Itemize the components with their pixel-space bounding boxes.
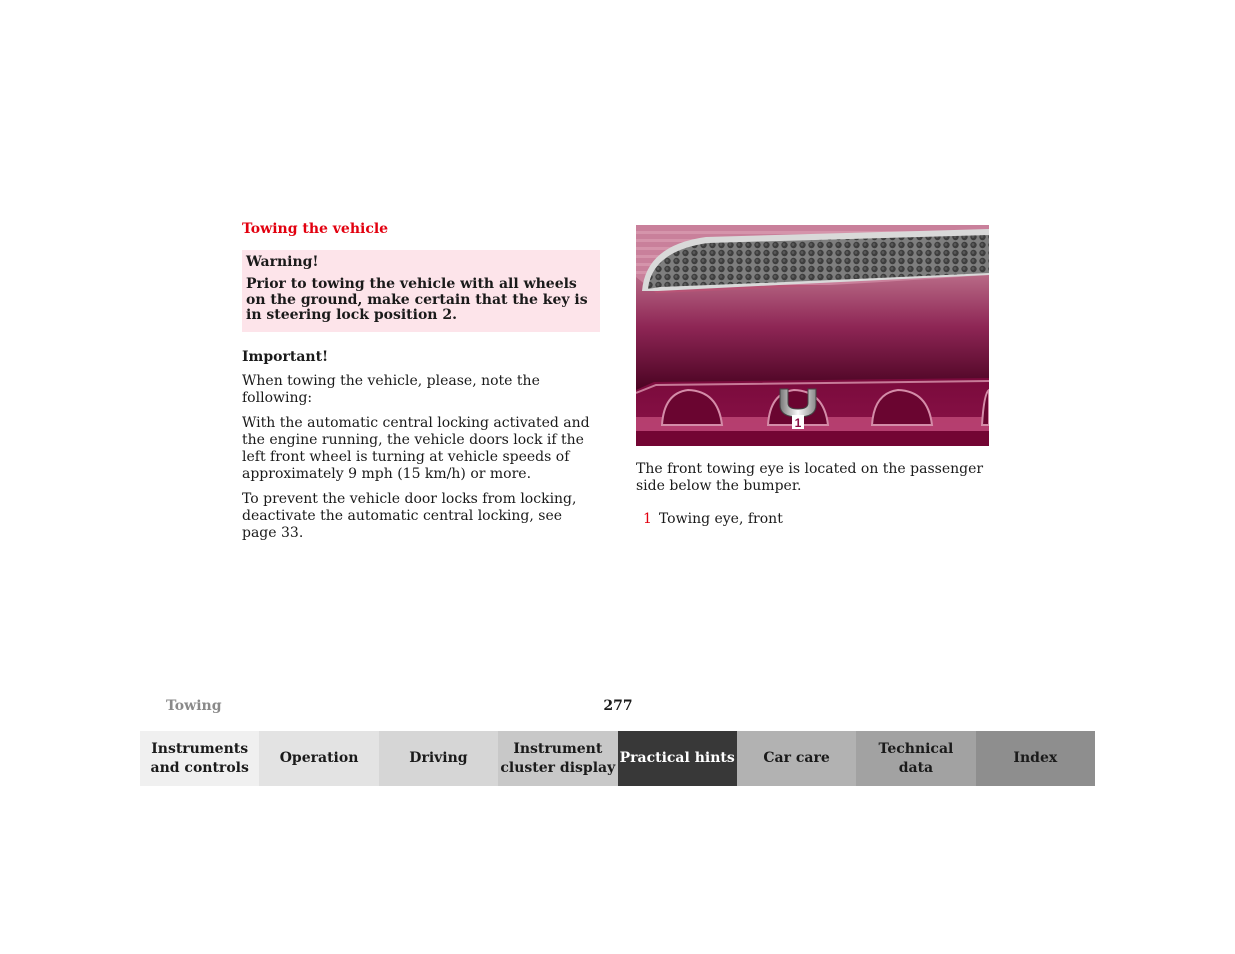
paragraph-central-locking: With the automatic central locking activated and the engine running, the vehicle doors lock if the left front wheel is turning at vehicle speeds of approximately 9 mph (15 km/h) or more.	[242, 414, 590, 482]
figure-caption: The front towing eye is located on the passenger side below the bumper.	[636, 461, 984, 494]
tab-index[interactable]: Index	[976, 731, 1095, 786]
legend-text: Towing eye, front	[658, 511, 783, 527]
page-number: 277	[603, 698, 633, 714]
chapter-tab-bar	[140, 731, 1095, 786]
tab-driving[interactable]: Driving	[379, 731, 498, 786]
paragraph-towing-note: When towing the vehicle, please, note the following:	[242, 372, 540, 406]
bumper-panel	[636, 275, 989, 390]
tab-operation[interactable]: Operation	[259, 731, 378, 786]
paragraph-deactivate-locking: To prevent the vehicle door locks from locking, deactivate the automatic central locking, see page 33.	[242, 490, 577, 541]
tab-technical-data[interactable]: Technical data	[856, 731, 975, 786]
legend-number: 1	[643, 511, 652, 527]
important-label: Important!	[242, 348, 329, 365]
warning-box	[242, 250, 600, 332]
tab-practical-hints[interactable]: Practical hints	[618, 731, 737, 786]
warning-label: Warning!	[246, 254, 319, 270]
figure-column	[636, 225, 989, 528]
towing-text-column	[242, 220, 600, 550]
callout-number: 1	[794, 416, 802, 430]
warning-text: Prior to towing the vehicle with all wheels on the ground, make certain that the key is in steering lock position 2.	[246, 276, 588, 323]
footer-section-label: Towing	[166, 698, 222, 714]
tab-car-care[interactable]: Car care	[737, 731, 856, 786]
tab-instruments-and-controls[interactable]: Instruments and controls	[140, 731, 259, 786]
section-title: Towing the vehicle	[242, 221, 389, 237]
towing-eye-illustration	[636, 225, 989, 446]
tab-instrument-cluster-display[interactable]: Instrument cluster display	[498, 731, 617, 786]
legend-item	[636, 510, 989, 528]
